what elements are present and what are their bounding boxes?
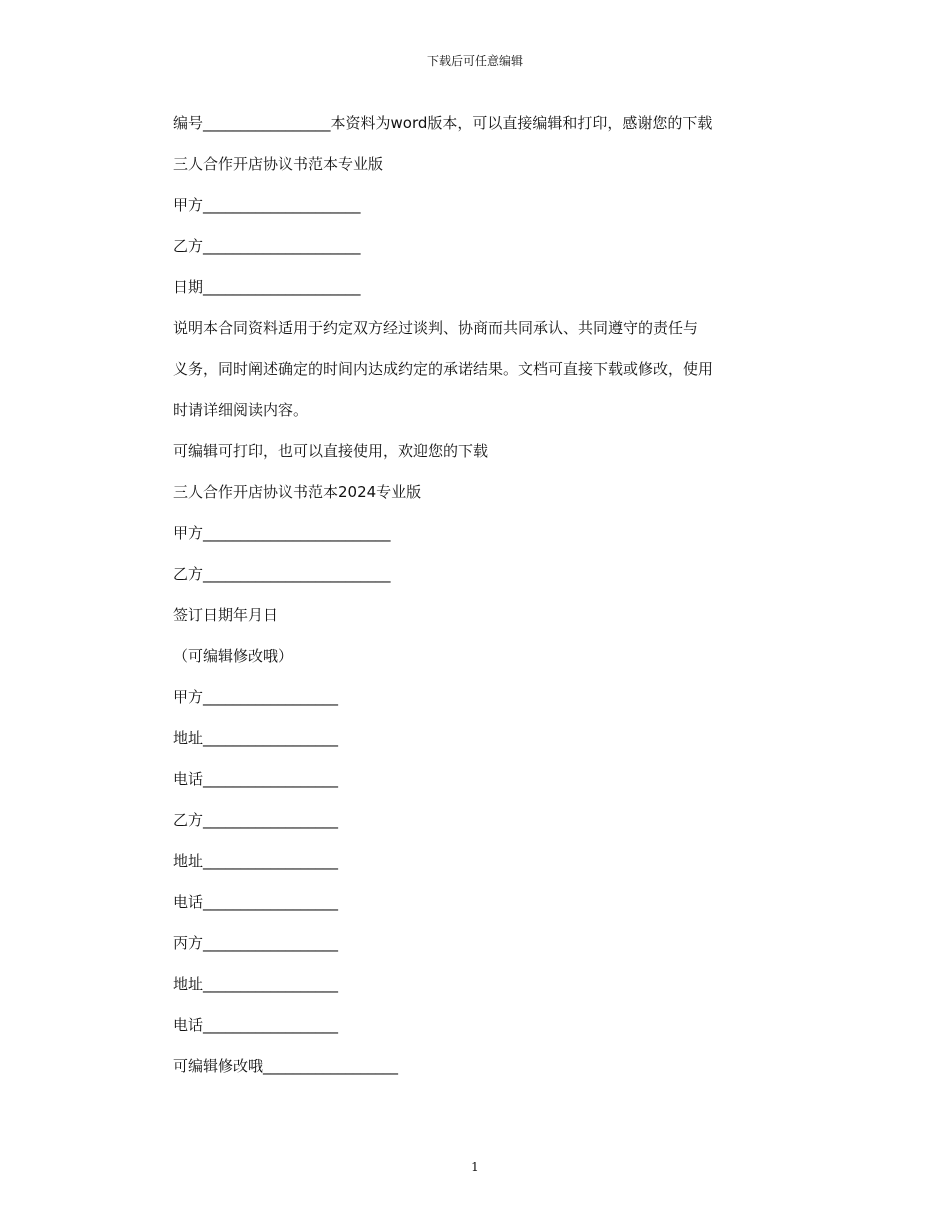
document-title: 三人合作开店协议书范本专业版: [173, 155, 384, 173]
party-c-address-field: 地址__________________: [173, 975, 339, 993]
party-a-field-2: 甲方_________________________: [173, 524, 391, 542]
document-number-line: 编号_________________本资料为word版本，可以直接编辑和打印，感谢您的下载: [173, 114, 713, 132]
download-note: 可编辑可打印，也可以直接使用，欢迎您的下载: [173, 442, 489, 460]
editable-field-footer: 可编辑修改哦__________________: [173, 1057, 399, 1075]
document-body: [173, 112, 813, 1096]
party-a-address-field: 地址__________________: [173, 729, 339, 747]
party-c-phone-field: 电话__________________: [173, 1016, 339, 1034]
party-a-field: 甲方_____________________: [173, 196, 361, 214]
agreement-title: 三人合作开店协议书范本2024专业版: [173, 483, 422, 501]
editable-note: （可编辑修改哦）: [173, 647, 294, 665]
party-b-phone-field: 电话__________________: [173, 893, 339, 911]
party-c-name-field: 丙方__________________: [173, 934, 339, 952]
party-b-field: 乙方_____________________: [173, 237, 361, 255]
page-header: 下载后可任意编辑: [426, 54, 523, 68]
description-line-3: 时请详细阅读内容。: [173, 401, 309, 419]
page-number: 1: [471, 1160, 479, 1174]
party-b-name-field: 乙方__________________: [173, 811, 339, 829]
party-a-phone-field: 电话__________________: [173, 770, 339, 788]
party-a-name-field: 甲方__________________: [173, 688, 339, 706]
description-line-2: 义务，同时阐述确定的时间内达成约定的承诺结果。文档可直接下载或修改，使用: [173, 360, 714, 378]
description-line-1: 说明本合同资料适用于约定双方经过谈判、协商而共同承认、共同遵守的责任与: [173, 319, 699, 337]
signing-date: 签订日期年月日: [173, 606, 279, 624]
party-b-field-2: 乙方_________________________: [173, 565, 391, 583]
date-field: 日期_____________________: [173, 278, 361, 296]
party-b-address-field: 地址__________________: [173, 852, 339, 870]
